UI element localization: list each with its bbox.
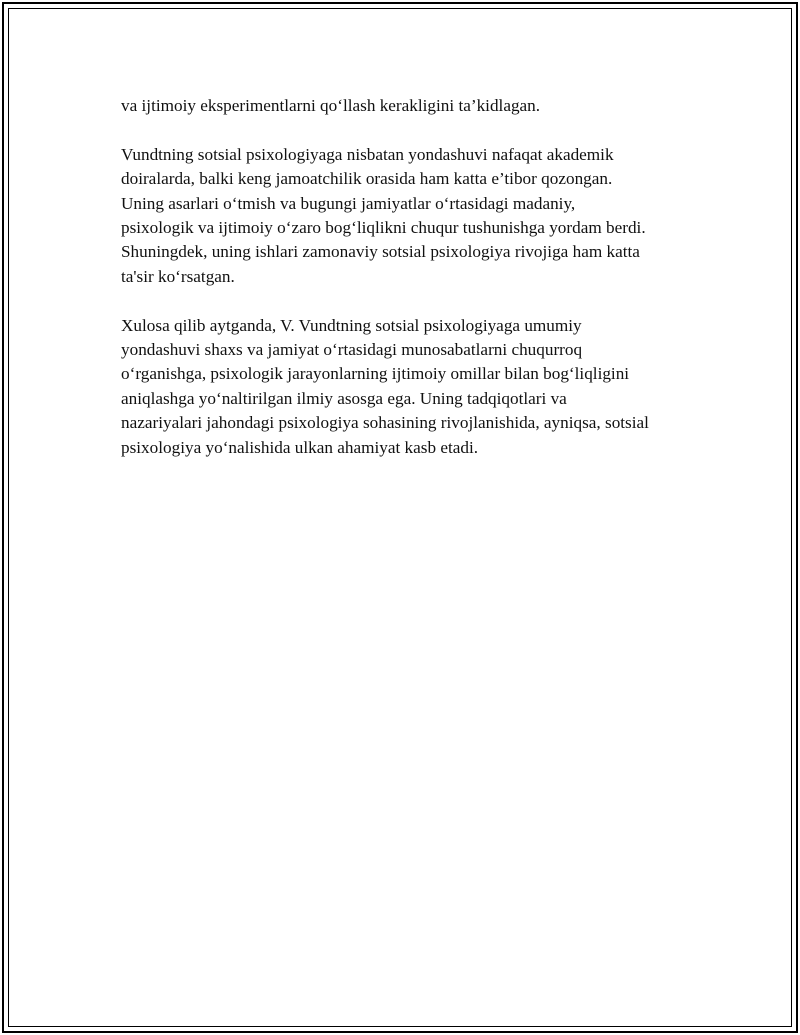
- paragraph-line: va ijtimoiy eksperimentlarni qo‘llash kerakligini ta’kidlagan.: [121, 96, 541, 115]
- paragraph-line: Xulosa qilib aytganda, V. Vundtning sotsial psixologiyaga umumiy: [121, 315, 582, 335]
- paragraph-line: Vundtning sotsial psixologiyaga nisbatan yondashuvi nafaqat akademik: [121, 144, 614, 164]
- paragraph-line: doiralarda, balki keng jamoatchilik orasida ham katta e’tibor qozongan.: [121, 169, 613, 189]
- paragraph-line: Uning asarlari o‘tmish va bugungi jamiyatlar o‘rtasidagi madaniy,: [121, 193, 576, 213]
- paragraph-line: psixologiya yo‘nalishida ulkan ahamiyat kasb etadi.: [121, 437, 479, 457]
- paragraph-line: Shuningdek, uning ishlari zamonaviy sotsial psixologiya rivojiga ham katta: [121, 242, 640, 262]
- paragraph-line: psixologik va ijtimoiy o‘zaro bog‘liqlikni chuqur tushunishga yordam berdi.: [121, 218, 646, 238]
- page-border: [2, 2, 798, 1033]
- paragraph-line: nazariyalari jahondagi psixologiya sohasining rivojlanishida, ayniqsa, sotsial: [121, 413, 649, 433]
- paragraph-2: [121, 143, 701, 289]
- paragraph-line: o‘rganishga, psixologik jarayonlarning ijtimoiy omillar bilan bog‘liqligini: [121, 364, 630, 384]
- document-body: [121, 94, 701, 484]
- paragraph-3: [121, 314, 701, 460]
- paragraph-1: [121, 94, 701, 118]
- paragraph-line: ta'sir ko‘rsatgan.: [121, 266, 235, 286]
- paragraph-line: yondashuvi shaxs va jamiyat o‘rtasidagi munosabatlarni chuqurroq: [121, 340, 583, 360]
- paragraph-line: aniqlashga yo‘naltirilgan ilmiy asosga ega. Uning tadqiqotlari va: [121, 388, 567, 408]
